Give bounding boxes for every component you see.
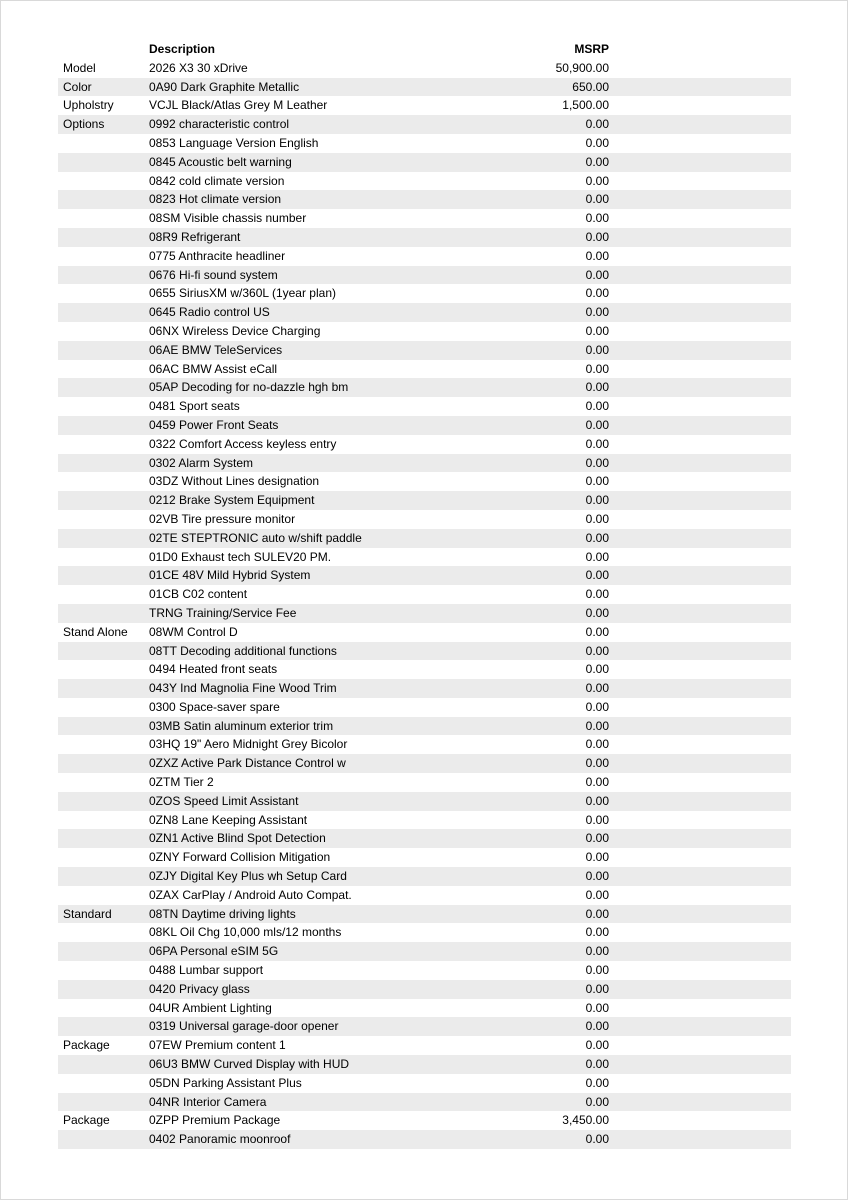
msrp-cell: 0.00 <box>585 944 609 959</box>
description-cell: 04NR Interior Camera <box>149 1094 267 1109</box>
description-cell: 0319 Universal garage-door opener <box>149 1019 339 1034</box>
msrp-cell: 0.00 <box>585 361 609 376</box>
category-cell <box>58 172 149 191</box>
category-cell <box>58 867 149 886</box>
category-cell <box>58 1130 149 1149</box>
category-cell <box>58 585 149 604</box>
msrp-cell: 0.00 <box>585 981 609 996</box>
table-row <box>58 735 791 754</box>
description-cell: VCJL Black/Atlas Grey M Leather <box>149 98 328 113</box>
category-cell <box>58 1093 149 1112</box>
category-cell <box>58 378 149 397</box>
msrp-cell: 0.00 <box>585 455 609 470</box>
description-cell: 01D0 Exhaust tech SULEV20 PM. <box>149 549 332 564</box>
table-row <box>58 642 791 661</box>
description-cell: 0494 Heated front seats <box>149 662 278 677</box>
description-cell: 08TT Decoding additional functions <box>149 643 337 658</box>
category-cell <box>58 642 149 661</box>
msrp-cell: 0.00 <box>585 681 609 696</box>
description-cell: 0481 Sport seats <box>149 399 240 414</box>
msrp-cell: 0.00 <box>585 192 609 207</box>
category-cell <box>58 717 149 736</box>
msrp-cell: 0.00 <box>585 699 609 714</box>
table-row <box>58 792 791 811</box>
msrp-cell: 0.00 <box>585 850 609 865</box>
category-cell <box>58 811 149 830</box>
table-row <box>58 209 791 228</box>
filler-cell <box>609 153 791 172</box>
table-row <box>58 360 791 379</box>
table-row <box>58 341 791 360</box>
msrp-cell: 0.00 <box>585 248 609 263</box>
description-cell: 0655 SiriusXM w/360L (1year plan) <box>149 286 336 301</box>
msrp-cell: 0.00 <box>585 812 609 827</box>
category-cell <box>58 1055 149 1074</box>
description-cell: 0A90 Dark Graphite Metallic <box>149 79 300 94</box>
msrp-cell: 0.00 <box>585 323 609 338</box>
msrp-cell: 0.00 <box>585 1075 609 1090</box>
category-cell <box>58 529 149 548</box>
table-row <box>58 454 791 473</box>
category-cell <box>58 491 149 510</box>
filler-cell <box>609 999 791 1018</box>
filler-cell <box>609 585 791 604</box>
filler-cell <box>609 435 791 454</box>
category-cell <box>58 472 149 491</box>
category-cell <box>58 454 149 473</box>
category-cell <box>58 360 149 379</box>
description-cell: 06NX Wireless Device Charging <box>149 323 321 338</box>
category-cell <box>58 923 149 942</box>
description-cell: 03DZ Without Lines designation <box>149 474 320 489</box>
table-row <box>58 529 791 548</box>
category-cell <box>58 435 149 454</box>
description-cell: 0ZXZ Active Park Distance Control w <box>149 756 346 771</box>
description-cell: 04UR Ambient Lighting <box>149 1000 272 1015</box>
table-row <box>58 153 791 172</box>
description-cell: 0992 characteristic control <box>149 117 290 132</box>
filler-cell <box>609 886 791 905</box>
filler-cell <box>609 378 791 397</box>
description-cell: 0823 Hot climate version <box>149 192 282 207</box>
category-cell: Model <box>63 60 96 75</box>
vehicle-pricing-table <box>58 40 791 1149</box>
msrp-cell: 0.00 <box>585 342 609 357</box>
table-row <box>58 773 791 792</box>
msrp-cell: 0.00 <box>585 831 609 846</box>
description-cell: 0420 Privacy glass <box>149 981 250 996</box>
msrp-cell: 0.00 <box>585 643 609 658</box>
table-row <box>58 115 791 134</box>
msrp-cell: 0.00 <box>585 173 609 188</box>
table-row <box>58 472 791 491</box>
table-row <box>58 923 791 942</box>
description-cell: 0ZNY Forward Collision Mitigation <box>149 850 331 865</box>
filler-cell <box>609 59 791 78</box>
description-cell: 06PA Personal eSIM 5G <box>149 944 279 959</box>
msrp-cell: 0.00 <box>585 605 609 620</box>
category-cell <box>58 566 149 585</box>
description-cell: 0645 Radio control US <box>149 305 270 320</box>
table-row <box>58 378 791 397</box>
filler-cell <box>609 190 791 209</box>
category-cell <box>58 1074 149 1093</box>
msrp-cell: 0.00 <box>585 963 609 978</box>
filler-cell <box>609 905 791 924</box>
category-cell <box>58 416 149 435</box>
description-cell: 0842 cold climate version <box>149 173 285 188</box>
msrp-cell: 0.00 <box>585 1094 609 1109</box>
table-row <box>58 829 791 848</box>
category-cell <box>58 698 149 717</box>
filler-cell <box>609 754 791 773</box>
filler-cell <box>609 454 791 473</box>
filler-cell <box>609 848 791 867</box>
filler-cell <box>609 341 791 360</box>
msrp-cell: 0.00 <box>585 267 609 282</box>
filler-cell <box>609 134 791 153</box>
msrp-cell: 0.00 <box>585 1000 609 1015</box>
category-cell <box>58 134 149 153</box>
msrp-cell: 0.00 <box>585 568 609 583</box>
category-cell <box>58 1017 149 1036</box>
msrp-cell: 0.00 <box>585 1057 609 1072</box>
filler-cell <box>609 78 791 97</box>
table-row <box>58 228 791 247</box>
filler-cell <box>609 698 791 717</box>
table-row <box>58 698 791 717</box>
filler-cell <box>609 548 791 567</box>
table-row <box>58 754 791 773</box>
description-cell: TRNG Training/Service Fee <box>149 605 297 620</box>
description-cell: 02VB Tire pressure monitor <box>149 511 296 526</box>
table-row <box>58 905 791 924</box>
category-cell: Color <box>63 79 92 94</box>
table-row <box>58 585 791 604</box>
table-row <box>58 416 791 435</box>
msrp-cell: 0.00 <box>585 286 609 301</box>
description-cell: 0488 Lumbar support <box>149 963 264 978</box>
filler-cell <box>609 1093 791 1112</box>
msrp-cell: 0.00 <box>585 906 609 921</box>
category-cell <box>58 886 149 905</box>
msrp-cell: 0.00 <box>585 211 609 226</box>
table-row <box>58 172 791 191</box>
msrp-cell: 0.00 <box>585 624 609 639</box>
table-row <box>58 942 791 961</box>
filler-cell <box>609 829 791 848</box>
table-row <box>58 811 791 830</box>
table-body <box>58 59 791 1149</box>
filler-cell <box>609 472 791 491</box>
filler-cell <box>609 491 791 510</box>
category-cell <box>58 228 149 247</box>
msrp-cell: 0.00 <box>585 154 609 169</box>
filler-cell <box>609 1055 791 1074</box>
msrp-cell: 0.00 <box>585 417 609 432</box>
filler-cell <box>609 228 791 247</box>
msrp-cell: 0.00 <box>585 1019 609 1034</box>
msrp-cell: 0.00 <box>585 756 609 771</box>
description-column-header: Description <box>149 42 216 56</box>
description-cell: 01CE 48V Mild Hybrid System <box>149 568 311 583</box>
table-row <box>58 548 791 567</box>
category-cell: Upholstry <box>63 98 114 113</box>
description-cell: 043Y Ind Magnolia Fine Wood Trim <box>149 681 337 696</box>
filler-cell <box>609 942 791 961</box>
description-cell: 07EW Premium content 1 <box>149 1038 286 1053</box>
msrp-cell: 0.00 <box>585 511 609 526</box>
table-row <box>58 980 791 999</box>
msrp-cell: 650.00 <box>572 79 609 94</box>
table-row <box>58 1093 791 1112</box>
description-cell: 0676 Hi-fi sound system <box>149 267 278 282</box>
category-cell <box>58 999 149 1018</box>
table-row <box>58 284 791 303</box>
description-cell: 0212 Brake System Equipment <box>149 493 315 508</box>
category-cell <box>58 190 149 209</box>
description-cell: 03HQ 19" Aero Midnight Grey Bicolor <box>149 737 348 752</box>
filler-cell <box>609 1111 791 1130</box>
table-row <box>58 679 791 698</box>
category-cell: Package <box>63 1038 110 1053</box>
description-cell: 06AE BMW TeleServices <box>149 342 283 357</box>
table-row <box>58 397 791 416</box>
filler-cell <box>609 266 791 285</box>
filler-cell <box>609 209 791 228</box>
category-cell <box>58 341 149 360</box>
table-row <box>58 491 791 510</box>
table-row <box>58 961 791 980</box>
filler-cell <box>609 1036 791 1055</box>
description-cell: 0322 Comfort Access keyless entry <box>149 436 337 451</box>
msrp-cell: 0.00 <box>585 793 609 808</box>
category-cell <box>58 792 149 811</box>
category-cell <box>58 829 149 848</box>
category-cell <box>58 942 149 961</box>
description-cell: 0775 Anthracite headliner <box>149 248 286 263</box>
table-header <box>58 40 791 59</box>
filler-cell <box>609 115 791 134</box>
msrp-cell: 0.00 <box>585 1038 609 1053</box>
description-cell: 06AC BMW Assist eCall <box>149 361 278 376</box>
table-row <box>58 510 791 529</box>
category-cell <box>58 961 149 980</box>
filler-cell <box>609 322 791 341</box>
msrp-cell: 0.00 <box>585 530 609 545</box>
filler-cell <box>609 1130 791 1149</box>
msrp-cell: 0.00 <box>585 718 609 733</box>
description-cell: 08TN Daytime driving lights <box>149 906 296 921</box>
msrp-cell: 0.00 <box>585 925 609 940</box>
msrp-cell: 0.00 <box>585 380 609 395</box>
msrp-cell: 0.00 <box>585 1132 609 1147</box>
filler-cell <box>609 604 791 623</box>
category-cell <box>58 754 149 773</box>
msrp-cell: 0.00 <box>585 305 609 320</box>
msrp-cell: 0.00 <box>585 869 609 884</box>
table-row <box>58 96 791 115</box>
description-cell: 0ZN1 Active Blind Spot Detection <box>149 831 326 846</box>
description-cell: 0402 Panoramic moonroof <box>149 1132 291 1147</box>
msrp-column-header: MSRP <box>574 42 609 56</box>
table-row <box>58 848 791 867</box>
table-row <box>58 1055 791 1074</box>
category-cell <box>58 303 149 322</box>
category-cell <box>58 848 149 867</box>
description-cell: 08SM Visible chassis number <box>149 211 307 226</box>
filler-cell <box>609 961 791 980</box>
filler-cell <box>609 923 791 942</box>
msrp-cell: 0.00 <box>585 474 609 489</box>
description-cell: 0302 Alarm System <box>149 455 254 470</box>
header-row <box>58 40 791 59</box>
description-cell: 06U3 BMW Curved Display with HUD <box>149 1057 350 1072</box>
category-cell <box>58 266 149 285</box>
filler-cell <box>609 1017 791 1036</box>
filler-cell <box>609 717 791 736</box>
category-cell <box>58 153 149 172</box>
description-cell: 0459 Power Front Seats <box>149 417 279 432</box>
msrp-cell: 3,450.00 <box>562 1113 609 1128</box>
table-row <box>58 1017 791 1036</box>
filler-cell <box>609 360 791 379</box>
category-cell <box>58 322 149 341</box>
category-cell <box>58 548 149 567</box>
description-cell: 0300 Space-saver spare <box>149 699 280 714</box>
table-row <box>58 435 791 454</box>
description-cell: 0845 Acoustic belt warning <box>149 154 292 169</box>
msrp-cell: 0.00 <box>585 662 609 677</box>
table-row <box>58 1036 791 1055</box>
filler-cell <box>609 397 791 416</box>
category-cell <box>58 510 149 529</box>
description-cell: 02TE STEPTRONIC auto w/shift paddle <box>149 530 362 545</box>
description-cell: 01CB C02 content <box>149 587 248 602</box>
category-cell: Stand Alone <box>63 624 128 639</box>
description-cell: 08WM Control D <box>149 624 238 639</box>
msrp-cell: 0.00 <box>585 436 609 451</box>
category-column-header <box>58 40 149 59</box>
msrp-cell: 0.00 <box>585 587 609 602</box>
category-cell <box>58 604 149 623</box>
filler-cell <box>609 980 791 999</box>
table-row <box>58 717 791 736</box>
description-cell: 05AP Decoding for no-dazzle hgh bm <box>149 380 349 395</box>
msrp-cell: 0.00 <box>585 737 609 752</box>
category-cell <box>58 773 149 792</box>
category-cell <box>58 209 149 228</box>
table-row <box>58 604 791 623</box>
msrp-cell: 0.00 <box>585 229 609 244</box>
category-cell <box>58 660 149 679</box>
description-cell: 0853 Language Version English <box>149 135 319 150</box>
table-row <box>58 59 791 78</box>
table-row <box>58 247 791 266</box>
table-row <box>58 134 791 153</box>
msrp-cell: 0.00 <box>585 887 609 902</box>
filler-cell <box>609 623 791 642</box>
filler-cell <box>609 679 791 698</box>
filler-cell <box>609 96 791 115</box>
filler-cell <box>609 172 791 191</box>
filler-cell <box>609 566 791 585</box>
msrp-cell: 0.00 <box>585 493 609 508</box>
table-row <box>58 1111 791 1130</box>
description-cell: 03MB Satin aluminum exterior trim <box>149 718 334 733</box>
filler-cell <box>609 735 791 754</box>
table-row <box>58 1074 791 1093</box>
table-row <box>58 999 791 1018</box>
category-cell: Standard <box>63 906 112 921</box>
table-row <box>58 1130 791 1149</box>
description-cell: 0ZAX CarPlay / Android Auto Compat. <box>149 887 352 902</box>
category-cell <box>58 247 149 266</box>
msrp-cell: 0.00 <box>585 135 609 150</box>
filler-cell <box>609 773 791 792</box>
description-cell: 0ZJY Digital Key Plus wh Setup Card <box>149 869 347 884</box>
category-cell <box>58 679 149 698</box>
description-cell: 0ZTM Tier 2 <box>149 775 214 790</box>
msrp-cell: 1,500.00 <box>562 98 609 113</box>
table-row <box>58 660 791 679</box>
description-cell: 2026 X3 30 xDrive <box>149 60 248 75</box>
filler-cell <box>609 1074 791 1093</box>
table-row <box>58 623 791 642</box>
filler-cell <box>609 416 791 435</box>
msrp-cell: 0.00 <box>585 549 609 564</box>
table-row <box>58 867 791 886</box>
filler-cell <box>609 660 791 679</box>
filler-cell <box>609 529 791 548</box>
table-row <box>58 886 791 905</box>
category-cell <box>58 397 149 416</box>
description-cell: 05DN Parking Assistant Plus <box>149 1075 302 1090</box>
msrp-cell: 0.00 <box>585 399 609 414</box>
category-cell <box>58 284 149 303</box>
category-cell: Options <box>63 117 105 132</box>
description-cell: 0ZOS Speed Limit Assistant <box>149 793 299 808</box>
table-row <box>58 566 791 585</box>
table-row <box>58 266 791 285</box>
msrp-cell: 0.00 <box>585 117 609 132</box>
category-cell <box>58 735 149 754</box>
category-cell <box>58 980 149 999</box>
msrp-cell: 50,900.00 <box>555 60 609 75</box>
description-cell: 08R9 Refrigerant <box>149 229 241 244</box>
filler-cell <box>609 510 791 529</box>
description-cell: 08KL Oil Chg 10,000 mls/12 months <box>149 925 342 940</box>
filler-cell <box>609 247 791 266</box>
description-cell: 0ZN8 Lane Keeping Assistant <box>149 812 308 827</box>
filler-cell <box>609 811 791 830</box>
description-cell: 0ZPP Premium Package <box>149 1113 281 1128</box>
table-row <box>58 190 791 209</box>
filler-column-header <box>609 40 791 59</box>
table-row <box>58 303 791 322</box>
msrp-cell: 0.00 <box>585 775 609 790</box>
filler-cell <box>609 284 791 303</box>
filler-cell <box>609 867 791 886</box>
table-row <box>58 322 791 341</box>
category-cell: Package <box>63 1113 110 1128</box>
filler-cell <box>609 792 791 811</box>
filler-cell <box>609 642 791 661</box>
filler-cell <box>609 303 791 322</box>
table-row <box>58 78 791 97</box>
